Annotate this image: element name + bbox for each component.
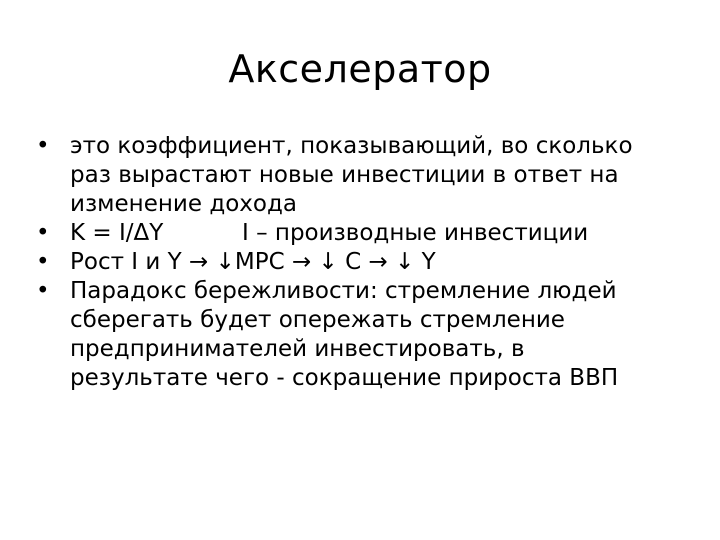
bullet-text-line: изменение дохода <box>70 191 297 217</box>
bullet-text-line: сберегать будет опережать стремление <box>70 307 565 333</box>
bullet-dot-icon: • <box>36 133 50 159</box>
bullet-dot-icon: • <box>36 249 50 275</box>
slide-title: Акселератор <box>228 47 492 91</box>
bullet-text-line: предпринимателей инвестировать, в <box>70 336 525 362</box>
bullet-text-line: Парадокс бережливости: стремление людей <box>70 278 617 304</box>
bullet-item-formula <box>36 219 686 248</box>
bullet-dot-icon: • <box>36 278 50 304</box>
formula-definition: I – производные инвестиции <box>242 220 589 246</box>
accelerator-formula: K = I/ΔY <box>70 220 164 246</box>
bullet-text-line: раз вырастают новые инвестиции в ответ на <box>70 162 619 188</box>
bullet-item-definition <box>36 132 686 219</box>
formula-line <box>70 219 686 248</box>
bullet-item-chain <box>36 248 686 277</box>
bullet-item-paradox <box>36 277 686 393</box>
bullet-text-line: результате чего - сокращение прироста ВВП <box>70 365 619 391</box>
bullet-list <box>36 132 686 393</box>
bullet-text-line: Рост I и Y → ↓MPC → ↓ C → ↓ Y <box>70 249 436 275</box>
bullet-dot-icon: • <box>36 220 50 246</box>
bullet-text-line: это коэффициент, показывающий, во сколько <box>70 133 633 159</box>
